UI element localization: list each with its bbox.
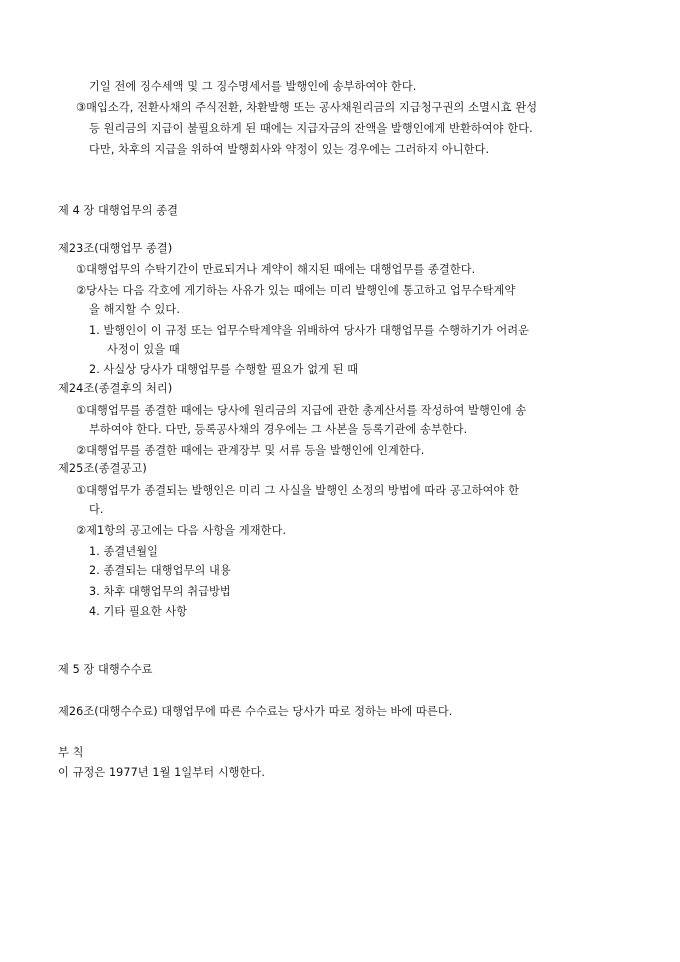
article-paragraph: ②대행업무를 종결한 때에는 관계장부 및 서류 등을 발행인에 인계한다. <box>76 444 425 457</box>
list-item: 4. 기타 필요한 사항 <box>89 605 188 618</box>
article-paragraph-continuation: 다만, 차후의 지급을 위하여 발행회사와 약정이 있는 경우에는 그러하지 아니한다. <box>89 143 490 156</box>
article-paragraph-continuation: 부하여야 한다. 다만, 등록공사채의 경우에는 그 사본을 등록기관에 송부한다. <box>89 423 468 436</box>
article-heading: 제25조(종결공고) <box>58 462 147 475</box>
carryover-line: 기일 전에 징수세액 및 그 징수명세서를 발행인에 송부하여야 한다. <box>89 80 417 93</box>
article-paragraph: ①대행업무의 수탁기간이 만료되거나 계약이 해지된 때에는 대행업무를 종결한다. <box>76 263 476 276</box>
list-item: 1. 종결년월일 <box>89 545 159 558</box>
article-paragraph: ②제1항의 공고에는 다음 사항을 게재한다. <box>76 524 287 537</box>
list-item: 1. 발행인이 이 규정 또는 업무수탁계약을 위배하여 당사가 대행업무를 수행하기가 어려운 <box>89 324 530 337</box>
supplementary-heading: 부 칙 <box>58 746 84 759</box>
article-text: 제26조(대행수수료) 대행업무에 따른 수수료는 당사가 따로 정하는 바에 따른다. <box>58 705 453 718</box>
article-paragraph-continuation: 등 원리금의 지급이 불필요하게 된 때에는 지급자금의 잔액을 발행인에게 반환하여야 한다. <box>89 122 533 135</box>
supplementary-text: 이 규정은 1977년 1월 1일부터 시행한다. <box>58 766 266 779</box>
article-heading: 제23조(대행업무 종결) <box>58 242 173 255</box>
list-item: 3. 차후 대행업무의 취급방법 <box>89 585 231 598</box>
list-item-continuation: 사정이 있을 때 <box>107 343 180 356</box>
article-paragraph: ②당사는 다음 각호에 게기하는 사유가 있는 때에는 미리 발행인에 통고하고 업무수탁계약 <box>76 284 516 297</box>
article-paragraph: ①대행업무가 종결되는 발행인은 미리 그 사실을 발행인 소정의 방법에 따라 공고하여야 한 <box>76 484 520 497</box>
article-paragraph: ①대행업무를 종결한 때에는 당사에 원리금의 지급에 관한 총계산서를 작성하여 발행인에 송 <box>76 404 527 417</box>
article-paragraph: ③매입소각, 전환사채의 주식전환, 차환발행 또는 공사채원리금의 지급청구권의 소멸시효 완성 <box>76 101 538 114</box>
article-paragraph-continuation: 을 해지할 수 있다. <box>89 303 180 316</box>
article-paragraph-continuation: 다. <box>89 503 104 516</box>
chapter-heading: 제 5 장 대행수수료 <box>58 663 153 676</box>
article-heading: 제24조(종결후의 처리) <box>58 382 173 395</box>
list-item: 2. 종결되는 대행업무의 내용 <box>89 564 231 577</box>
list-item: 2. 사실상 당사가 대행업무를 수행할 필요가 없게 된 때 <box>89 363 359 376</box>
chapter-heading: 제 4 장 대행업무의 종결 <box>58 204 179 217</box>
